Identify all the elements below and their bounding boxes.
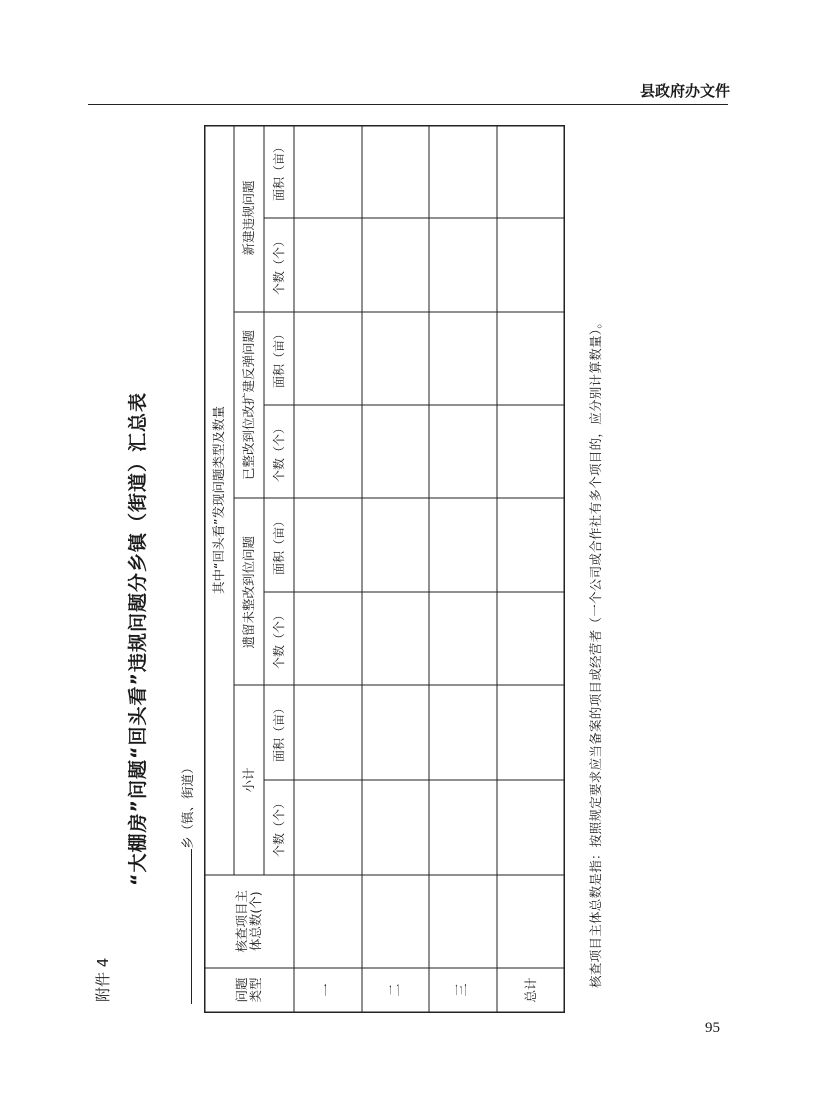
header-new-violation-area: 面积（亩） (272, 140, 286, 201)
header-unrectified-area: 面积（亩） (272, 514, 286, 575)
header-new-violation-count: 个数（个） (272, 234, 286, 295)
header-unrectified-count: 个数（个） (272, 608, 286, 669)
town-blank[interactable] (179, 849, 192, 1004)
table-border (205, 126, 565, 1013)
header-issue-type-line1: 问题 (234, 977, 249, 1003)
page-number: 95 (705, 1020, 720, 1036)
row-label-3: 三 (455, 983, 470, 997)
header-total-entities-line2: 体总数(个) (248, 891, 263, 952)
header-total-entities (235, 890, 263, 953)
header-rebound: 已整改到位改扩建反弹问题 (241, 329, 256, 480)
header-unrectified: 遗留未整改到位问题 (241, 535, 256, 649)
summary-table (204, 125, 565, 1013)
document-title: “大棚房”问题“回头看”违规问题分乡镇（街道）汇总表 (127, 392, 149, 886)
row-label-total: 总计 (523, 977, 538, 1003)
row-label-1: 一 (320, 983, 335, 997)
header-issue-discovery: 其中“回头看”发现问题类型及数量 (211, 406, 226, 594)
header-issue-type (235, 977, 263, 1002)
table-grid (204, 125, 565, 1013)
header-total-entities-line1: 核查项目主 (234, 889, 249, 953)
row-label-2: 二 (388, 983, 403, 997)
header-title: 县政府办文件 (639, 82, 730, 100)
header-subtotal: 小计 (241, 767, 256, 793)
town-line (178, 761, 196, 1004)
header-issue-type-line2: 类型 (248, 977, 263, 1003)
footnote: 核查项目主体总数是指：按照规定要求应当备案的项目或经营者（一个公司或合作社有多个项目的，应分别计算数量）。 (588, 315, 603, 988)
town-suffix: 乡（镇、街道） (180, 761, 195, 849)
header-rebound-area: 面积（亩） (272, 327, 286, 388)
header-rebound-count: 个数（个） (272, 421, 286, 482)
header-new-violation: 新建违规问题 (241, 180, 256, 256)
header-subtotal-count: 个数（个） (272, 796, 286, 857)
attachment-label: 附件 4 (94, 957, 112, 1002)
header-subtotal-area: 面积（亩） (272, 701, 286, 762)
header-rule (88, 104, 728, 105)
